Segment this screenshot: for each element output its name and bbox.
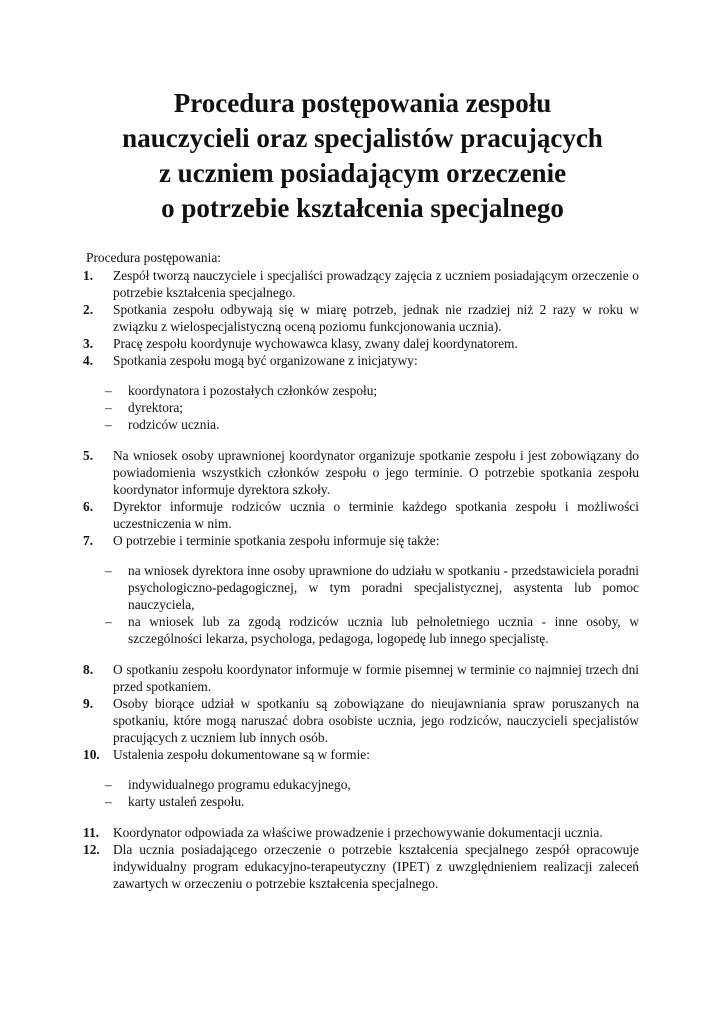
sub-item-text: na wniosek dyrektora inne osoby uprawnione do udziału w spotkaniu - przedstawiciela poradni psychologiczno-pedagogicznej, w tym poradni specjalistycznej, asystenta lub pomoc nauczyciela,	[128, 563, 639, 612]
item-text: Zespół tworzą nauczyciele i specjaliści prowadzący zajęcia z uczniem posiadającym orzeczenie o potrzebie kształcenia specjalnego.	[113, 268, 639, 300]
sub-item	[86, 793, 639, 810]
procedure-body	[83, 249, 639, 892]
sublist-initiators	[86, 382, 639, 433]
dash-bullet: –	[105, 417, 112, 432]
item-text: Koordynator odpowiada za właściwe prowadzenie i przechowywanie dokumentacji ucznia.	[113, 825, 603, 840]
item-text: Osoby biorące udział w spotkaniu są zobowiązane do nieujawniania spraw poruszanych na spotkaniu, które mogą naruszać dobra osobiste ucznia, jego rodziców, nauczycieli specjalistów pracujących z uczniem lub innych osób.	[113, 696, 639, 745]
list-item-6	[83, 498, 639, 532]
item-number: 6.	[83, 499, 94, 514]
item-text: Pracę zespołu koordynuje wychowawca klasy, zwany dalej koordynatorem.	[113, 336, 518, 351]
item-number: 4.	[83, 353, 94, 368]
sub-item-text: karty ustaleń zespołu.	[128, 794, 245, 809]
title-line: nauczycieli oraz specjalistów pracujących	[122, 123, 603, 153]
item-text: O potrzebie i terminie spotkania zespołu informuje się także:	[113, 533, 440, 548]
sub-item-text: na wniosek lub za zgodą rodziców ucznia lub pełnoletniego ucznia - inne osoby, w szczególności lekarza, psychologa, pedagoga, logopedę lub innego specjalistę.	[128, 614, 639, 646]
list-item-9	[83, 695, 639, 746]
item-number: 7.	[83, 533, 94, 548]
list-item-7	[83, 532, 639, 549]
list-item-2	[83, 301, 639, 335]
dash-bullet: –	[105, 383, 112, 398]
sublist-also-informed	[86, 562, 639, 647]
sub-item	[86, 399, 639, 416]
list-item-10	[83, 746, 639, 763]
item-number: 10.	[83, 747, 100, 762]
dash-bullet: –	[105, 563, 112, 578]
item-text: Na wniosek osoby uprawnionej koordynator organizuje spotkanie zespołu i jest zobowiązany do powiadomienia wszystkich członków zespołu o jego terminie. O potrzebie spotkania zespołu koordynator informuje dyrektora szkoły.	[113, 448, 639, 497]
sub-item-text: dyrektora;	[128, 400, 184, 415]
item-number: 2.	[83, 302, 94, 317]
sub-item-text: rodziców ucznia.	[128, 417, 220, 432]
sub-item	[86, 613, 639, 647]
dash-bullet: –	[105, 400, 112, 415]
sub-item	[86, 776, 639, 793]
item-number: 9.	[83, 696, 94, 711]
sub-item	[86, 562, 639, 613]
item-text: Spotkania zespołu odbywają się w miarę potrzeb, jednak nie rzadziej niż 2 razy w roku w związku z wielospecjalistyczną oceną poziomu funkcjonowania ucznia).	[113, 302, 639, 334]
list-item-8	[83, 661, 639, 695]
list-item-1	[83, 267, 639, 301]
sublist-documentation-forms	[86, 776, 639, 810]
item-text: Dyrektor informuje rodziców ucznia o terminie każdego spotkania zespołu i możliwości uczestniczenia w nim.	[113, 499, 639, 531]
item-number: 8.	[83, 662, 94, 677]
sub-item	[86, 382, 639, 399]
title-line: z uczniem posiadającym orzeczenie	[158, 158, 567, 188]
dash-bullet: –	[105, 777, 112, 792]
sub-item	[86, 416, 639, 433]
title-line: o potrzebie kształcenia specjalnego	[161, 193, 564, 223]
item-text: Spotkania zespołu mogą być organizowane z inicjatywy:	[113, 353, 418, 368]
dash-bullet: –	[105, 614, 112, 629]
item-text: Ustalenia zespołu dokumentowane są w formie:	[113, 747, 370, 762]
item-number: 1.	[83, 268, 94, 283]
list-item-12	[83, 841, 639, 892]
item-text: O spotkaniu zespołu koordynator informuje w formie pisemnej w terminie co najmniej trzech dni przed spotkaniem.	[113, 662, 639, 694]
dash-bullet: –	[105, 794, 112, 809]
item-number: 12.	[83, 842, 100, 857]
sub-item-text: indywidualnego programu edukacyjnego,	[128, 777, 351, 792]
list-item-3	[83, 335, 639, 352]
sub-item-text: koordynatora i pozostałych członków zespołu;	[128, 383, 378, 398]
list-item-4	[83, 352, 639, 369]
item-text: Dla ucznia posiadającego orzeczenie o potrzebie kształcenia specjalnego zespół opracowuje indywidualny program edukacyjno-terapeutyczny (IPET) z uwzględnieniem realizacji zaleceń zawartych w orzeczeniu o potrzebie kształcenia specjalnego.	[113, 842, 639, 891]
item-number: 5.	[83, 448, 94, 463]
title-line: Procedura postępowania zespołu	[173, 88, 552, 118]
document-title	[40, 86, 685, 226]
item-number: 11.	[83, 825, 99, 840]
procedure-intro: Procedura postępowania:	[86, 250, 221, 265]
item-number: 3.	[83, 336, 94, 351]
list-item-5	[83, 447, 639, 498]
list-item-11	[83, 824, 639, 841]
